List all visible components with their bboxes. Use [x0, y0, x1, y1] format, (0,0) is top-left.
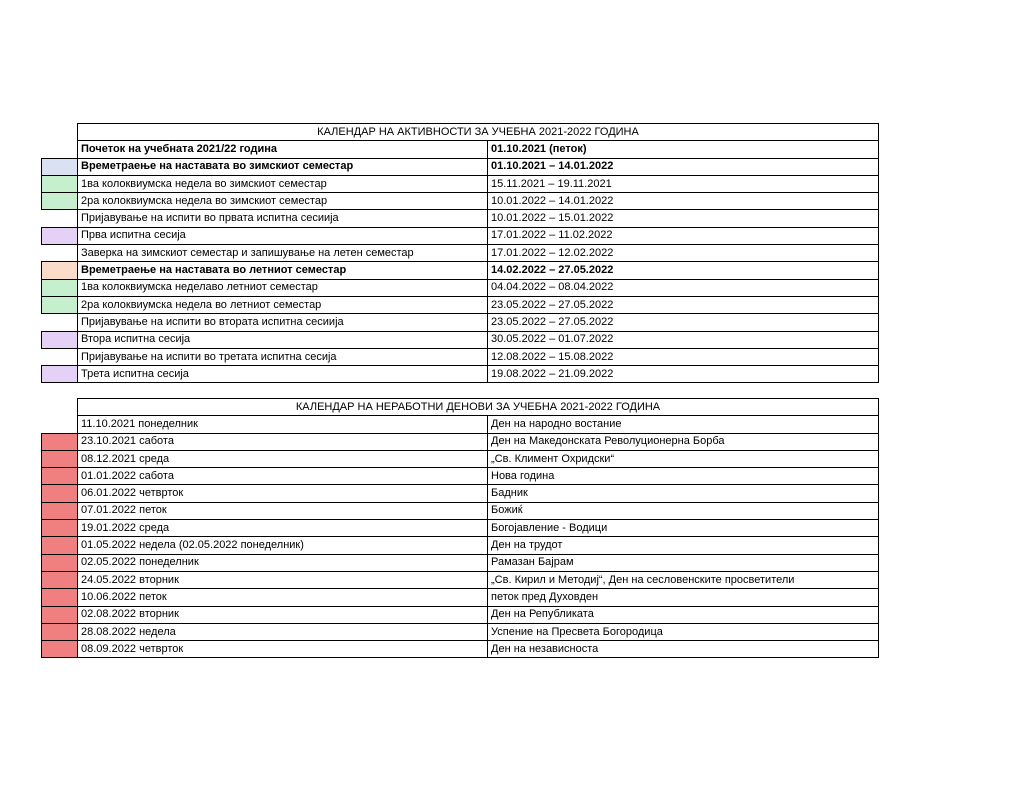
activity-date: 12.08.2022 – 15.08.2022 — [488, 348, 879, 365]
activity-row — [42, 314, 879, 331]
activity-row — [42, 210, 879, 227]
holiday-date: 19.01.2022 среда — [78, 520, 488, 537]
holiday-date: 10.06.2022 петок — [78, 589, 488, 606]
activity-row — [42, 227, 879, 244]
color-swatch — [42, 296, 78, 313]
activity-row — [42, 175, 879, 192]
activity-date: 23.05.2022 – 27.05.2022 — [488, 314, 879, 331]
holiday-name: Нова година — [488, 468, 879, 485]
holiday-name: „Св. Климент Охридски“ — [488, 450, 879, 467]
activities-table — [41, 123, 879, 383]
activity-date: 17.01.2022 – 11.02.2022 — [488, 227, 879, 244]
activity-label: Пријавување на испити во третата испитна сесија — [78, 348, 488, 365]
activity-label: Прва испитна сесија — [78, 227, 488, 244]
color-swatch — [42, 641, 78, 658]
holiday-row — [42, 416, 879, 433]
color-swatch — [42, 279, 78, 296]
holiday-date: 28.08.2022 недела — [78, 623, 488, 640]
activity-date: 10.01.2022 – 15.01.2022 — [488, 210, 879, 227]
holiday-name: Ден на Републиката — [488, 606, 879, 623]
activity-label: Почеток на учебната 2021/22 година — [78, 141, 488, 158]
holiday-row — [42, 537, 879, 554]
color-swatch — [42, 520, 78, 537]
holiday-date: 24.05.2022 вторник — [78, 571, 488, 588]
activity-row — [42, 193, 879, 210]
activity-label: Заверка на зимскиот семестар и запишување на летен семестар — [78, 245, 488, 262]
color-swatch — [42, 485, 78, 502]
activity-label: Пријавување на испити во првата испитна сесиија — [78, 210, 488, 227]
color-swatch — [42, 537, 78, 554]
empty-cell — [42, 124, 78, 141]
activity-date: 30.05.2022 – 01.07.2022 — [488, 331, 879, 348]
holidays-table — [41, 398, 879, 658]
holiday-row — [42, 589, 879, 606]
activity-row — [42, 158, 879, 175]
color-swatch — [42, 433, 78, 450]
activity-date: 19.08.2022 – 21.09.2022 — [488, 366, 879, 383]
holiday-name: Ден на народно востание — [488, 416, 879, 433]
color-swatch — [42, 450, 78, 467]
activity-date: 15.11.2021 – 19.11.2021 — [488, 175, 879, 192]
activities-title: КАЛЕНДАР НА АКТИВНОСТИ ЗА УЧЕБНА 2021-2022 ГОДИНА — [78, 124, 879, 141]
holiday-name: Рамазан Бајрам — [488, 554, 879, 571]
holiday-date: 02.05.2022 понеделник — [78, 554, 488, 571]
activity-row — [42, 279, 879, 296]
activity-date: 01.10.2021 – 14.01.2022 — [488, 158, 879, 175]
activity-label: Пријавување на испити во втората испитна сесиија — [78, 314, 488, 331]
holiday-date: 08.09.2022 четврток — [78, 641, 488, 658]
color-swatch — [42, 331, 78, 348]
activity-row — [42, 296, 879, 313]
color-swatch — [42, 502, 78, 519]
color-swatch — [42, 245, 78, 262]
color-swatch — [42, 210, 78, 227]
activity-label: 1ва колоквиумска неделаво летниот семестар — [78, 279, 488, 296]
activity-date: 14.02.2022 – 27.05.2022 — [488, 262, 879, 279]
holiday-date: 11.10.2021 понеделник — [78, 416, 488, 433]
holiday-row — [42, 554, 879, 571]
activity-date: 10.01.2022 – 14.01.2022 — [488, 193, 879, 210]
holiday-name: Божиќ — [488, 502, 879, 519]
holiday-date: 07.01.2022 петок — [78, 502, 488, 519]
holiday-name: Ден на Македонската Револуционерна Борба — [488, 433, 879, 450]
activity-label: Трета испитна сесија — [78, 366, 488, 383]
activity-label: 2ра колоквиумска недела во летниот семестар — [78, 296, 488, 313]
empty-cell — [42, 399, 78, 416]
activity-row — [42, 366, 879, 383]
color-swatch — [42, 348, 78, 365]
holiday-row — [42, 468, 879, 485]
activity-date: 04.04.2022 – 08.04.2022 — [488, 279, 879, 296]
color-swatch — [42, 366, 78, 383]
holiday-row — [42, 571, 879, 588]
color-swatch — [42, 141, 78, 158]
holiday-row — [42, 623, 879, 640]
holiday-name: Богојавление - Водици — [488, 520, 879, 537]
holiday-name: Бадник — [488, 485, 879, 502]
holiday-row — [42, 520, 879, 537]
activity-label: Времетраење на наставата во летниот семестар — [78, 262, 488, 279]
holiday-row — [42, 433, 879, 450]
holiday-row — [42, 450, 879, 467]
activity-row — [42, 245, 879, 262]
color-swatch — [42, 314, 78, 331]
activity-label: 2ра колоквиумска недела во зимскиот семестар — [78, 193, 488, 210]
color-swatch — [42, 623, 78, 640]
color-swatch — [42, 158, 78, 175]
activity-label: Времетраење на наставата во зимскиот семестар — [78, 158, 488, 175]
color-swatch — [42, 571, 78, 588]
holiday-row — [42, 641, 879, 658]
color-swatch — [42, 262, 78, 279]
color-swatch — [42, 416, 78, 433]
activity-row — [42, 348, 879, 365]
holiday-name: Ден на независноста — [488, 641, 879, 658]
holiday-row — [42, 485, 879, 502]
color-swatch — [42, 193, 78, 210]
color-swatch — [42, 227, 78, 244]
activity-date: 23.05.2022 – 27.05.2022 — [488, 296, 879, 313]
activity-row — [42, 331, 879, 348]
activity-date: 17.01.2022 – 12.02.2022 — [488, 245, 879, 262]
holiday-row — [42, 606, 879, 623]
holidays-title: КАЛЕНДАР НА НЕРАБОТНИ ДЕНОВИ ЗА УЧЕБНА 2021-2022 ГОДИНА — [78, 399, 879, 416]
holiday-name: Успение на Пресвета Богородица — [488, 623, 879, 640]
color-swatch — [42, 554, 78, 571]
activity-label: Втора испитна сесија — [78, 331, 488, 348]
holiday-name: „Св. Кирил и Методиј“, Ден на сесловенските просветители — [488, 571, 879, 588]
activity-row — [42, 141, 879, 158]
holiday-date: 06.01.2022 четврток — [78, 485, 488, 502]
holiday-date: 08.12.2021 среда — [78, 450, 488, 467]
activity-date: 01.10.2021 (петок) — [488, 141, 879, 158]
color-swatch — [42, 589, 78, 606]
holiday-name: Ден на трудот — [488, 537, 879, 554]
holiday-name: петок пред Духовден — [488, 589, 879, 606]
holiday-date: 02.08.2022 вторник — [78, 606, 488, 623]
activity-row — [42, 262, 879, 279]
holiday-row — [42, 502, 879, 519]
holiday-date: 01.01.2022 сабота — [78, 468, 488, 485]
activity-label: 1ва колоквиумска недела во зимскиот семестар — [78, 175, 488, 192]
holiday-date: 01.05.2022 недела (02.05.2022 понеделник) — [78, 537, 488, 554]
holiday-date: 23.10.2021 сабота — [78, 433, 488, 450]
color-swatch — [42, 175, 78, 192]
color-swatch — [42, 468, 78, 485]
color-swatch — [42, 606, 78, 623]
